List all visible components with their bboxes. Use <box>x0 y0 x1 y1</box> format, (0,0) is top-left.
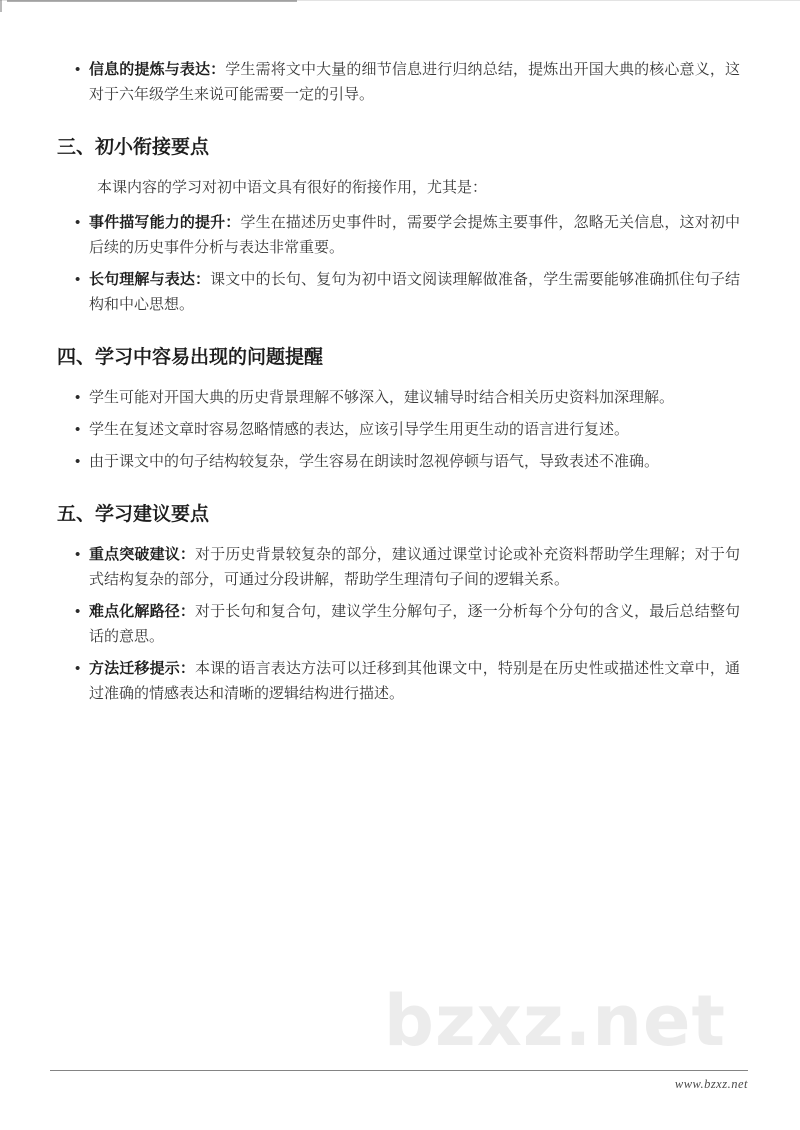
bullet-label: 信息的提炼与表达： <box>89 62 226 78</box>
watermark: bzxz.net <box>383 980 726 1062</box>
section-heading-4: 四、学习中容易出现的问题提醒 <box>57 347 324 368</box>
bullet-text: 对于历史背景较复杂的部分，建议通过课堂讨论或补充资料帮助学生理解；对于句式结构复杂的部分，可通过分段讲解，帮助学生理清句子间的逻辑关系。 <box>89 547 740 588</box>
scan-edge-artifact <box>0 0 2 12</box>
page-footer <box>50 1070 748 1093</box>
bullet-text: 课文中的长句、复句为初中语文阅读理解做准备，学生需要能够准确抓住句子结构和中心思想。 <box>89 272 740 313</box>
intro-bullet-list <box>57 58 740 108</box>
section-5-bullet-list <box>57 543 740 707</box>
section-lead-paragraph: 本课内容的学习对初中语文具有很好的衔接作用，尤其是： <box>97 180 488 196</box>
bullet-label: 事件描写能力的提升： <box>89 215 241 231</box>
section-3-bullet-list <box>57 211 740 318</box>
list-item <box>89 657 740 707</box>
scan-edge-artifact <box>7 0 297 2</box>
bullet-text: 学生在描述历史事件时，需要学会提炼主要事件，忽略无关信息，这对初中后续的历史事件分析与表达非常重要。 <box>89 215 740 256</box>
list-item <box>89 58 740 108</box>
section-heading-5: 五、学习建议要点 <box>57 504 210 525</box>
bullet-label: 难点化解路径： <box>89 604 195 620</box>
bullet-text: 学生需将文中大量的细节信息进行归纳总结，提炼出开国大典的核心意义，这对于六年级学生来说可能需要一定的引导。 <box>89 62 740 103</box>
footer-url: www.bzxz.net <box>674 1077 748 1091</box>
list-item <box>89 418 740 443</box>
list-item <box>89 268 740 318</box>
section-4-bullet-list <box>57 386 740 475</box>
list-item <box>89 211 740 261</box>
bullet-text: 对于长句和复合句，建议学生分解句子，逐一分析每个分句的含义，最后总结整句话的意思。 <box>89 604 740 645</box>
bullet-label: 方法迁移提示： <box>89 661 195 677</box>
bullet-text: 学生在复述文章时容易忽略情感的表达，应该引导学生用更生动的语言进行复述。 <box>89 422 630 438</box>
bullet-text: 学生可能对开国大典的历史背景理解不够深入，建议辅导时结合相关历史资料加深理解。 <box>89 390 675 406</box>
bullet-label: 重点突破建议： <box>89 547 195 563</box>
bullet-text: 本课的语言表达方法可以迁移到其他课文中，特别是在历史性或描述性文章中，通过准确的情感表达和清晰的逻辑结构进行描述。 <box>89 661 740 702</box>
list-item <box>89 600 740 650</box>
list-item <box>89 543 740 593</box>
bullet-label: 长句理解与表达： <box>89 272 211 288</box>
bullet-text: 由于课文中的句子结构较复杂，学生容易在朗读时忽视停顿与语气，导致表述不准确。 <box>89 454 660 470</box>
section-heading-3: 三、初小衔接要点 <box>57 137 210 158</box>
list-item <box>89 450 740 475</box>
list-item <box>89 386 740 411</box>
